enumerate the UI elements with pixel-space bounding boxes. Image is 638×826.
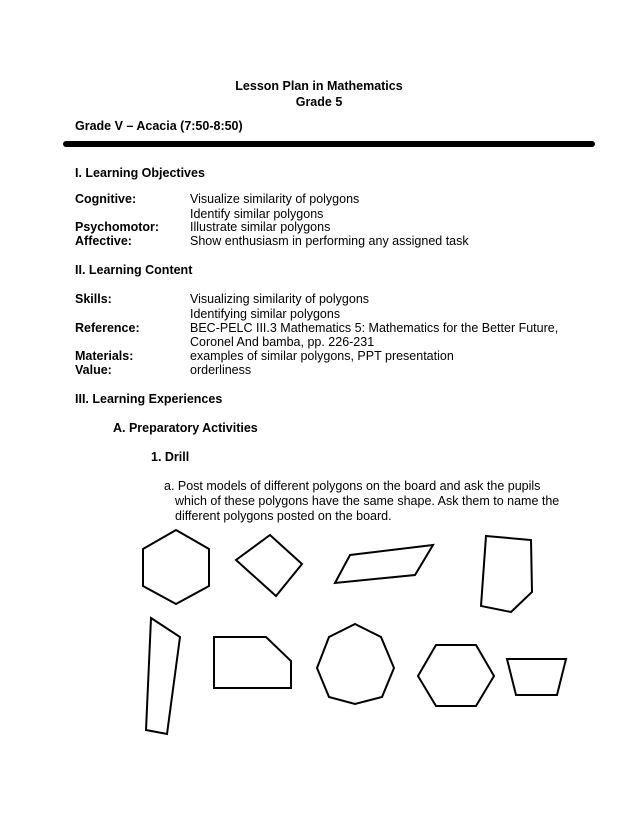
skills-label: Skills: xyxy=(75,292,112,306)
cognitive-1: Visualize similarity of polygons xyxy=(190,192,360,206)
section-line: Grade V – Acacia (7:50-8:50) xyxy=(75,119,243,133)
affective-value: Show enthusiasm in performing any assigned task xyxy=(190,234,469,248)
quadrilateral-shape-1 xyxy=(236,535,302,596)
grade-title: Grade 5 xyxy=(295,95,343,109)
reference-2: Coronel And bamba, pp. 226-231 xyxy=(190,335,375,349)
page-title: Lesson Plan in Mathematics xyxy=(235,79,403,93)
drill-text-3: different polygons posted on the board. xyxy=(175,509,392,523)
pentagon-shape-1 xyxy=(481,536,532,612)
content-heading: II. Learning Content xyxy=(75,263,193,277)
hexagon-shape-2 xyxy=(418,645,494,706)
value-value: orderliness xyxy=(190,363,252,377)
reference-1: BEC-PELC III.3 Mathematics 5: Mathematics for the Better Future, xyxy=(190,321,559,335)
value-label: Value: xyxy=(75,363,112,377)
objectives-heading: I. Learning Objectives xyxy=(75,166,205,180)
skills-1: Visualizing similarity of polygons xyxy=(190,292,370,306)
materials-value: examples of similar polygons, PPT presentation xyxy=(190,349,454,363)
cognitive-label: Cognitive: xyxy=(75,192,137,206)
experiences-heading: III. Learning Experiences xyxy=(75,392,223,406)
quadrilateral-shape-2 xyxy=(146,618,180,734)
hexagon-shape-1 xyxy=(143,530,209,604)
heptagon-shape xyxy=(317,624,394,704)
trapezoid-shape xyxy=(507,659,566,695)
pentagon-shape-2 xyxy=(214,637,291,688)
drill-text-1: a. Post models of different polygons on the board and ask the pupils xyxy=(164,479,541,493)
skills-2: Identifying similar polygons xyxy=(190,307,341,321)
affective-label: Affective: xyxy=(75,234,132,248)
preparatory-heading: A. Preparatory Activities xyxy=(113,421,258,435)
reference-label: Reference: xyxy=(75,321,140,335)
drill-heading: 1. Drill xyxy=(151,450,190,464)
drill-text-2: which of these polygons have the same shape. Ask them to name the xyxy=(175,494,560,508)
psychomotor-value: Illustrate similar polygons xyxy=(190,220,331,234)
cognitive-2: Identify similar polygons xyxy=(190,207,324,221)
psychomotor-label: Psychomotor: xyxy=(75,220,160,234)
materials-label: Materials: xyxy=(75,349,134,363)
parallelogram-shape-1 xyxy=(335,545,433,583)
